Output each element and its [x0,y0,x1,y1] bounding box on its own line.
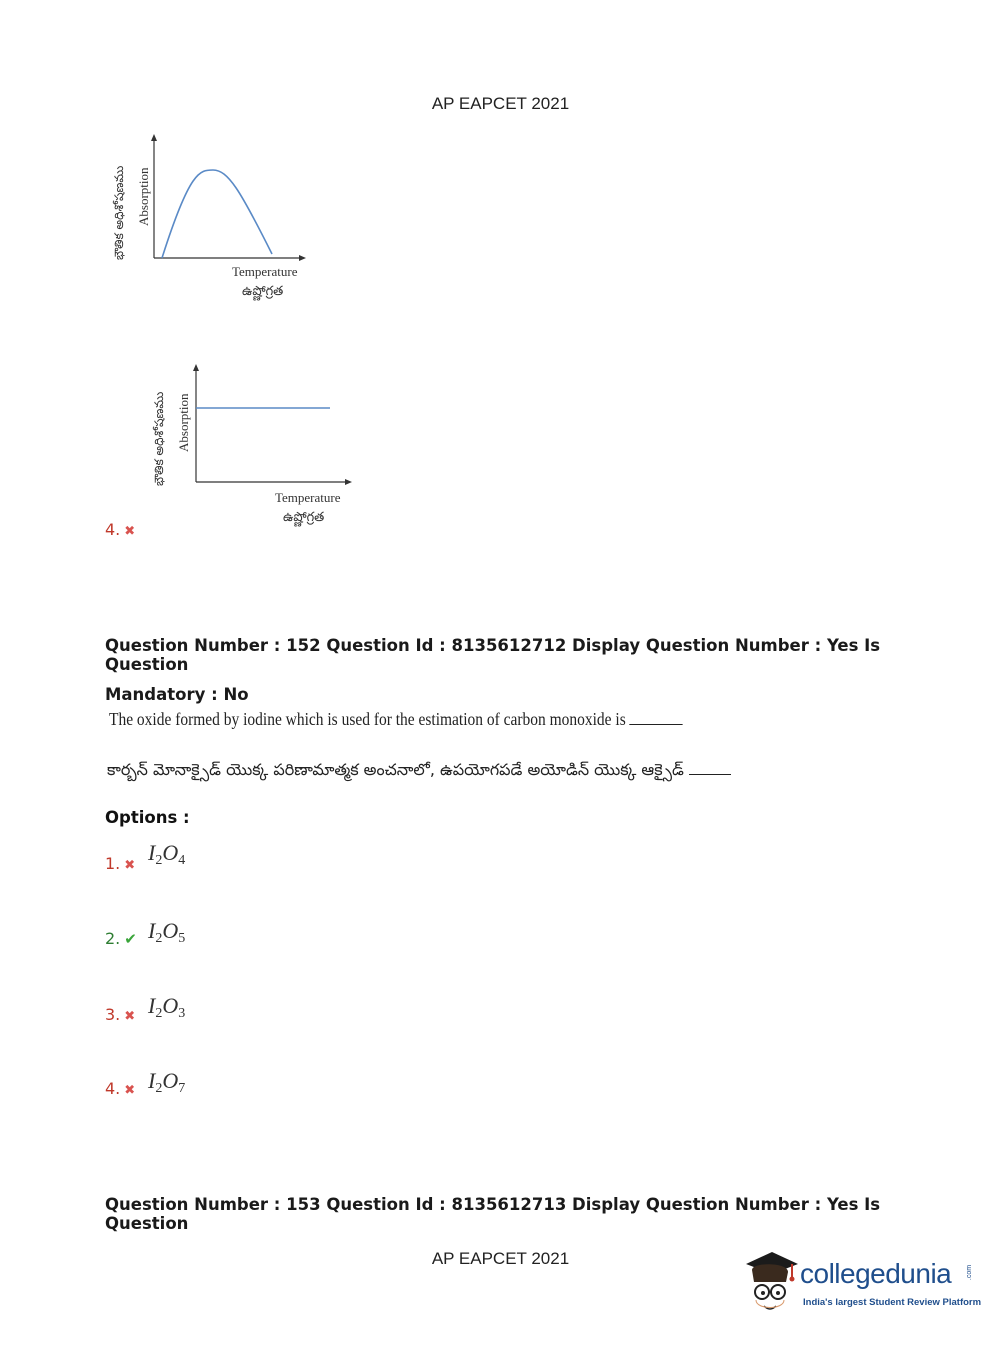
cross-icon: ✖ [124,858,136,873]
cross-icon: ✖ [124,524,136,539]
cross-icon: ✖ [124,1009,136,1024]
absorption-graph-bell [100,130,320,310]
x-axis-arrow [299,255,306,261]
graph-ylabel-telugu: భౌతిక అధిశోషణము [112,165,126,260]
question-mandatory-line: Mandatory : No [105,685,249,704]
option-2-formula: $I_2O_5$ [148,918,186,946]
options-label: Options : [105,808,190,827]
flat-line-plot [140,360,370,490]
graph-ylabel-english: Absorption [136,167,151,226]
page-footer: AP EAPCET 2021 [431,1249,570,1268]
question-152-meta [105,636,925,704]
option-3-formula: $I_2O_3$ [148,993,186,1021]
absorption-graph-flat [140,360,370,540]
question-text-english: The oxide formed by iodine which is used for the estimation of carbon monoxide is [109,709,683,730]
prev-option-4-number: 4. ✖ [105,520,136,539]
bell-curve [162,170,272,258]
graph-xlabel-english: Temperature [232,264,298,279]
option-3-number: 3. ✖ [105,1005,136,1024]
mascot-icon [742,1248,802,1318]
answer-blank [630,724,683,725]
answer-blank [689,774,731,775]
bell-curve-plot [100,130,320,270]
page-header: AP EAPCET 2021 [431,94,570,113]
collegedunia-logo[interactable] [742,1248,982,1318]
option-4-formula: $I_2O_7$ [148,1068,186,1096]
x-axis-arrow [345,479,352,485]
check-icon: ✔ [124,930,137,948]
graph-xlabel-telugu: ఉష్ణోగ్రత [283,510,325,525]
logo-tagline: India's largest Student Review Platform [803,1297,982,1308]
y-axis-arrow [151,134,157,141]
option-2-number: 2. ✔ [105,929,137,948]
graph-xlabel-telugu: ఉష్ణోగ్రత [242,284,284,299]
logo-suffix: .com [966,1264,974,1281]
graph-ylabel-english: Absorption [176,393,191,452]
graph-ylabel-telugu: భౌతిక అధిశోషణము [152,391,166,486]
y-axis-arrow [193,364,199,371]
cross-icon: ✖ [124,1083,136,1098]
question-meta-line: Question Number : 152 Question Id : 8135612712 Display Question Number : Yes Is Question [105,636,881,674]
logo-wordmark: collegedunia [800,1258,952,1289]
question-text-telugu: కార్బన్ మోనాక్సైడ్ యొక్క పరిణామాత్మక అంచనాలో, ఉపయోగపడే అయోడిన్ యొక్క ఆక్సైడ్ [107,760,731,783]
question-153-meta: Question Number : 153 Question Id : 8135612713 Display Question Number : Yes Is Question [105,1195,881,1233]
option-1-formula: $I_2O_4$ [148,840,186,868]
graph-xlabel-english: Temperature [275,490,341,505]
option-1-number: 1. ✖ [105,854,136,873]
option-4-number: 4. ✖ [105,1079,136,1098]
